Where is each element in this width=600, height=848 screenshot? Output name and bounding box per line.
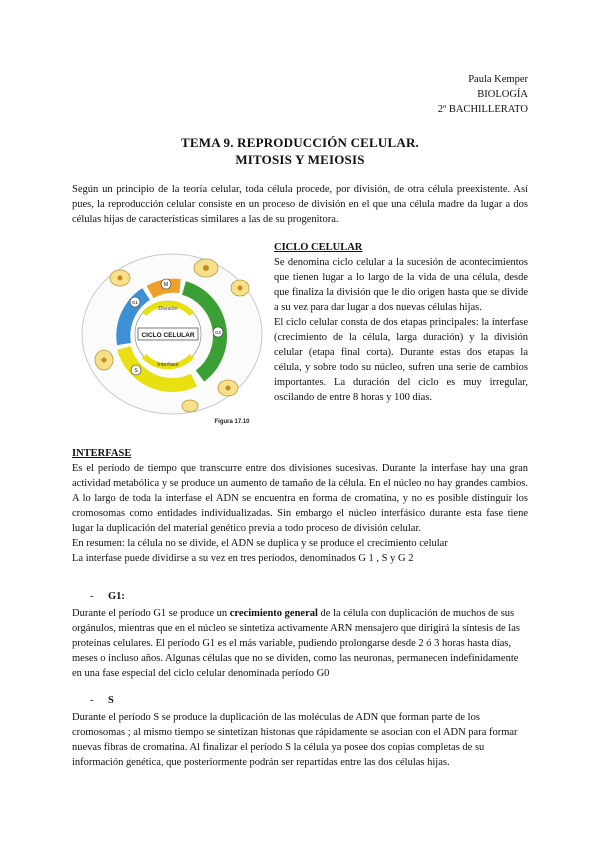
g1-label: G1 [131,300,139,305]
course-name: 2º BACHILLERATO [437,104,528,115]
interphase-label: Interfase [157,362,179,368]
division-label: División [158,306,178,312]
ciclo-celular-section [274,240,528,405]
figure-caption: Figura 17.10 [214,419,250,425]
ciclo-paragraph-2: El ciclo celular consta de dos etapas principales: la interfase (crecimiento de la célula, larga duración) y la división celular (etapa final corta). Durante estas dos etapas la célula, y sobre todo su núcleo, sufren una serie de cambios importantes. La duración del ciclo es muy irregular, oscilando de entre 8 horas y 100 días. [274,317,528,403]
interfase-periods: La interfase puede dividirse a su vez en tres períodos, denominados G 1 , S y G 2 [72,553,414,564]
s-label: S [134,368,138,374]
interfase-summary: En resumen: la célula no se divide, el ADN se duplica y se produce el crecimiento celular [72,538,448,549]
ciclo-paragraph-1: Se denomina ciclo celular a la sucesión de acontecimientos que tienen lugar a lo largo de la vida de una célula, desde que finaliza la división que le dio origen hasta que se divide a su vez para dar lugar a dos nuevas células hijas. [274,257,528,313]
intro-paragraph: Según un principio de la teoría celular, toda célula procede, por división, de otra célula preexistente. Así pues, la reproducción celular consiste en un proceso de división en el que una célula madre da lugar a dos células hijas de características similares a las de su progenitora. [72,184,528,225]
center-label: CICLO CELULAR [141,332,195,339]
g1-heading: G1: [108,591,125,602]
s-section [72,710,528,770]
g1-section [72,606,528,681]
g2-label: G2 [214,330,222,335]
cell-nucleus [226,386,231,391]
cell-nucleus [102,358,107,363]
g1-text-before: Durante el período G1 se produce un [72,608,230,619]
interfase-heading: INTERFASE [72,448,132,459]
cell-image-bottom [182,400,198,412]
g1-text-after: de la célula con duplicación de muchos de sus orgánulos, mientras que en el núcleo se sintetiza activamente ARN mensajero que dirigirá la síntesis de las proteínas celulares. El período G1 es el más variable, pudiendo prolongarse desde 2 ó 3 horas hasta días, meses o incluso años. Algunas células que no se dividen, como las neuronas, permanecen indefinidamente en una fase especial del ciclo celular denominada período G0 [72,608,520,679]
cell-cycle-figure [80,248,264,426]
s-dash: - [90,695,94,706]
interfase-paragraph-1: Es el período de tiempo que transcurre entre dos divisiones sucesivas. Durante la interfase hay una gran actividad metabólica y se produce un aumento de tamaño de la célula. En el núcleo no hay grandes cambios. A lo largo de toda la interfase el ADN se encuentra en forma de cromatina, y no es posible distinguir los cromosomas como entidades individualizadas. Sin embargo el núcleo interfásico durante esta fase tiene lugar la duplicación del material genético previa a todo proceso de división celular. [72,463,528,534]
interfase-section [72,446,528,566]
g1-subheading [90,591,125,602]
title-line-1: TEMA 9. REPRODUCCIÓN CELULAR. [180,135,419,150]
g1-dash: - [90,591,94,602]
author-block [438,72,528,117]
g1-paragraph [72,606,528,681]
cell-nucleus [203,265,209,271]
m-label: M [163,282,169,288]
s-paragraph: Durante el período S se produce la duplicación de las moléculas de ADN que forman parte de los cromosomas ; al mismo tiempo se sintetizan histonas que rápidamente se asocian con el ADN para formar nuevas fibras de cromatina. Al finalizar el período S la célula ya posee dos copias completas de su información genética, que posteriormente podrán ser repartidas entre las dos células hijas. [72,712,518,768]
cell-nucleus [118,276,123,281]
page-title [0,134,600,168]
s-subheading [90,695,114,706]
ciclo-heading: CICLO CELULAR [274,242,363,253]
cell-nucleus [238,286,243,291]
title-line-2: MITOSIS Y MEIOSIS [235,152,365,167]
subject-name: BIOLOGÍA [477,89,528,100]
g1-text-bold: crecimiento general [229,608,318,619]
author-name: Paula Kemper [468,74,528,85]
s-heading: S [108,695,114,706]
